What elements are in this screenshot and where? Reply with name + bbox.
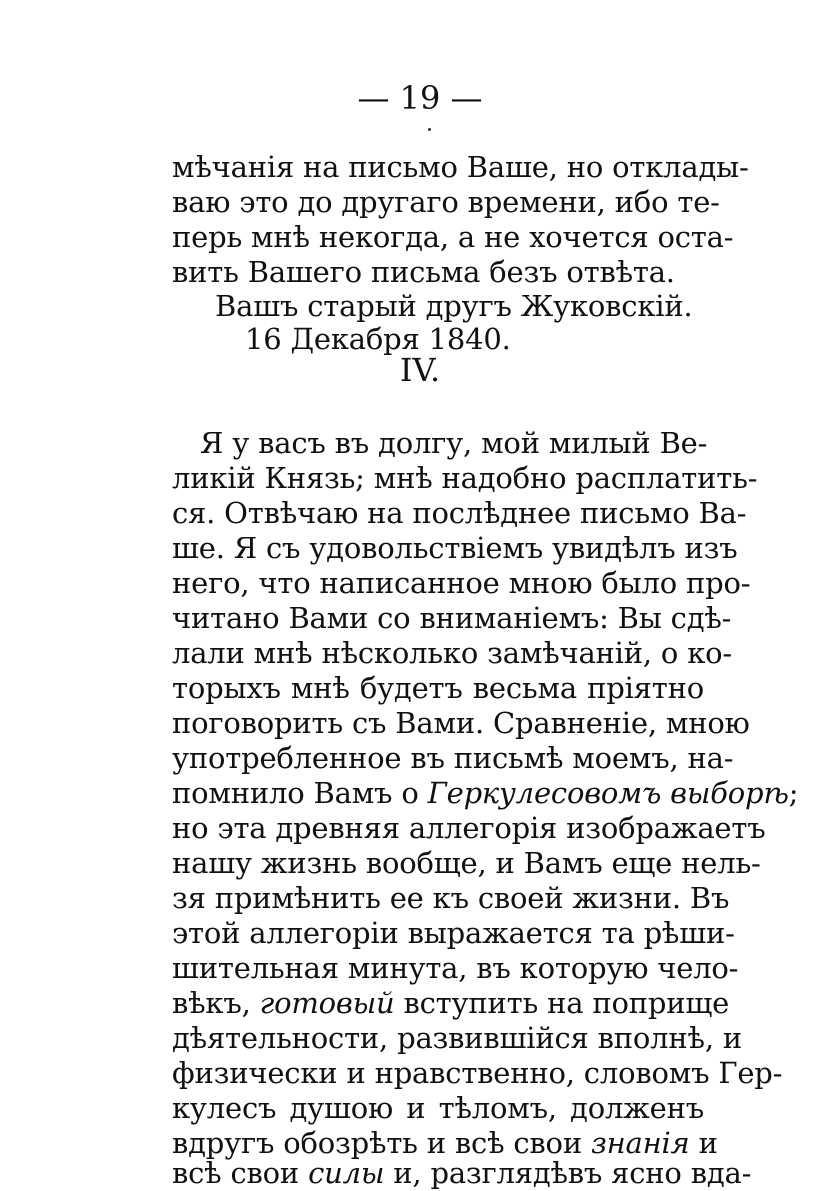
line-text: ;	[788, 776, 799, 810]
italic-text: Геркулесовомъ выборѣ	[427, 776, 789, 810]
text-line: мѣчанія на письмо Ваше, но отклады-	[172, 150, 749, 184]
paragraph-line: ше. Я съ удовольствіемъ увидѣлъ изъ	[172, 531, 738, 565]
paragraph-line: поговорить съ Вами. Сравненіе, мною	[172, 706, 750, 740]
letter-date: 16 Декабря 1840.	[245, 322, 511, 356]
line-text: вѣкъ,	[172, 986, 260, 1020]
paragraph-line: ликій Князь; мнѣ надобно расплатить-	[172, 461, 758, 495]
line-text: вдругъ обозрѣть и всѣ свои	[172, 1126, 591, 1160]
paragraph-line: него, что написанное мною было про-	[172, 566, 751, 600]
paragraph-line: торыхъ мнѣ будетъ весьма пріятно	[172, 671, 704, 705]
paragraph-line: этой аллегоріи выражается та рѣши-	[172, 916, 735, 950]
italic-text: знанія	[590, 1126, 690, 1160]
paragraph-line: читано Вами со вниманіемъ: Вы сдѣ-	[172, 601, 732, 635]
paragraph-line: Я у васъ въ долгу, мой милый Ве-	[200, 426, 708, 460]
paragraph-line: зя примѣнить ее къ своей жизни. Въ	[172, 881, 730, 915]
line-text: помнило Вамъ о	[172, 776, 428, 810]
paragraph-line: но эта древняя аллегорія изображаетъ	[172, 811, 766, 845]
paragraph-line	[172, 986, 730, 1020]
italic-text: силы	[308, 1156, 385, 1190]
letter-signature: Вашъ старый другъ Жуковскій.	[215, 289, 693, 323]
paragraph-line: нашу жизнь вообще, и Вамъ еще нель-	[172, 846, 761, 880]
paragraph-line	[172, 776, 799, 810]
page-number: — 19 —	[357, 79, 483, 117]
paragraph-line: ся. Отвѣчаю на послѣднее письмо Ва-	[172, 496, 747, 530]
line-text: и, разглядѣвъ ясно вда-	[384, 1156, 752, 1190]
paragraph-line: физически и нравственно, словомъ Гер-	[172, 1056, 783, 1090]
text-line: вить Вашего письма безъ отвѣта.	[172, 255, 675, 289]
paragraph-line: кулесъ душою и тѣломъ, долженъ	[172, 1091, 704, 1125]
text-line: ваю это до другаго времени, ибо те-	[172, 185, 720, 219]
decorative-dot	[428, 128, 431, 131]
paragraph-line	[172, 1156, 752, 1190]
italic-text: готовый	[259, 986, 395, 1020]
section-heading: IV.	[399, 351, 441, 389]
line-text: всѣ свои	[172, 1156, 309, 1190]
paragraph-line: лали мнѣ нѣсколько замѣчаній, о ко-	[172, 636, 732, 670]
text-line: перь мнѣ некогда, а не хочется оста-	[172, 220, 734, 254]
paragraph-line: дѣятельности, развившійся вполнѣ, и	[172, 1021, 742, 1055]
paragraph-line: употребленное въ письмѣ моемъ, на-	[172, 741, 734, 775]
paragraph-line	[172, 1126, 718, 1160]
line-text: и	[689, 1126, 718, 1160]
line-text: вступить на поприще	[394, 986, 730, 1020]
paragraph-line: шительная минута, въ которую чело-	[172, 951, 739, 985]
